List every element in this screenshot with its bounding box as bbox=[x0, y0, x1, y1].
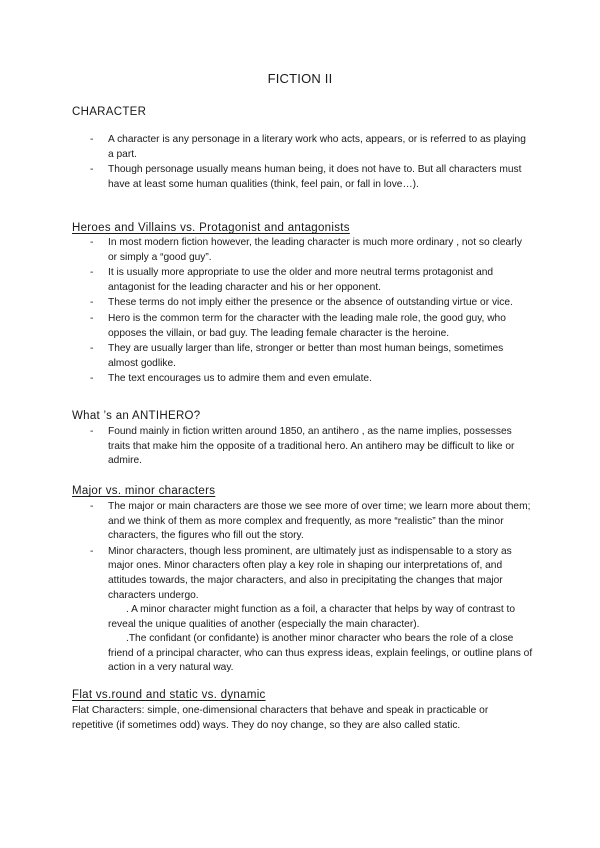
bullet-dash: - bbox=[90, 237, 94, 248]
heading-character: CHARACTER bbox=[72, 106, 147, 118]
list-item: - They are usually larger than life, stronger or better than most human beings, sometimes almost godlike. bbox=[90, 343, 504, 369]
sub-items-block bbox=[72, 603, 532, 676]
list-item: - The text encourages us to admire them and even emulate. bbox=[72, 372, 532, 387]
list-major-minor bbox=[72, 500, 532, 604]
list-item: - Found mainly in fiction written around 1850, an antihero , as the name implies, possesses traits that make him the opposite of a traditional hero. An antihero may be difficult to like or admire. bbox=[90, 426, 515, 467]
list-item: - In most modern fiction however, the leading character is much more ordinary , not so clearly or simply a “good guy”. bbox=[90, 237, 522, 263]
list-character bbox=[72, 133, 532, 193]
page-title: FICTION II bbox=[267, 71, 333, 86]
heading-antihero: What ’s an ANTIHERO? bbox=[72, 410, 201, 422]
bullet-dash: - bbox=[90, 545, 94, 557]
list-item: - Hero is the common term for the character with the leading male role, the good guy, who opposes the villain, or bad guy. The leading female character is the heroine. bbox=[90, 312, 506, 339]
bullet-dash: - bbox=[90, 373, 94, 385]
heading-heroes-villains: Heroes and Villains vs. Protagonist and antagonists bbox=[72, 222, 350, 234]
paragraph-flat-characters: Flat Characters: simple, one-dimensional characters that behave and speak in practicable or repetitive (if sometimes odd) ways. They do noy change, so they are also called static. bbox=[72, 705, 489, 731]
list-item: - It is usually more appropriate to use the older and more neutral terms protagonist and antagonist for the leading character and his or her opponent. bbox=[90, 267, 494, 293]
sub-item: . A minor character might function as a foil, a character that helps by way of contrast to reveal the unique qualities of another (especially the main character). bbox=[108, 604, 516, 630]
list-item: - The major or main characters are those we see more of over time; we learn more about them; and we think of them as more complex and frequently, as more “realistic” than the minor characters, the figures who fill out the story. bbox=[90, 501, 531, 542]
sub-item: .The confidant (or confidante) is another minor character who bears the role of a close friend of a principal character, who can thus express ideas, explain feelings, or outline plans of action in a very natural way. bbox=[108, 633, 533, 674]
list-item: - Though personage usually means human being, it does not have to. But all characters must have at least some human qualities (think, feel pain, or fall in love…). bbox=[90, 164, 522, 190]
bullet-dash: - bbox=[90, 134, 94, 145]
bullet-dash: - bbox=[90, 312, 94, 324]
bullet-dash: - bbox=[90, 343, 94, 355]
list-antihero bbox=[72, 425, 532, 470]
list-item: - Minor characters, though less prominent, are ultimately just as indispensable to a story as major ones. Minor characters often play a key role in shaping our interpretations of, and attitudes towards, the major characters, and also in precipitating the changes that major characters undergo. bbox=[90, 545, 512, 601]
heading-major-minor: Major vs. minor characters bbox=[72, 485, 216, 497]
list-item: - A character is any personage in a literary work who acts, appears, or is referred to as playing a part. bbox=[90, 134, 526, 160]
bullet-dash: - bbox=[90, 267, 94, 279]
list-item: - These terms do not imply either the presence or the absence of outstanding virtue or vice. bbox=[72, 296, 532, 311]
heading-flat-round: Flat vs.round and static vs. dynamic bbox=[72, 689, 266, 701]
list-heroes-villains bbox=[72, 236, 532, 388]
bullet-dash: - bbox=[90, 164, 94, 176]
bullet-dash: - bbox=[90, 426, 94, 437]
bullet-dash: - bbox=[90, 297, 94, 309]
bullet-dash: - bbox=[90, 501, 94, 512]
